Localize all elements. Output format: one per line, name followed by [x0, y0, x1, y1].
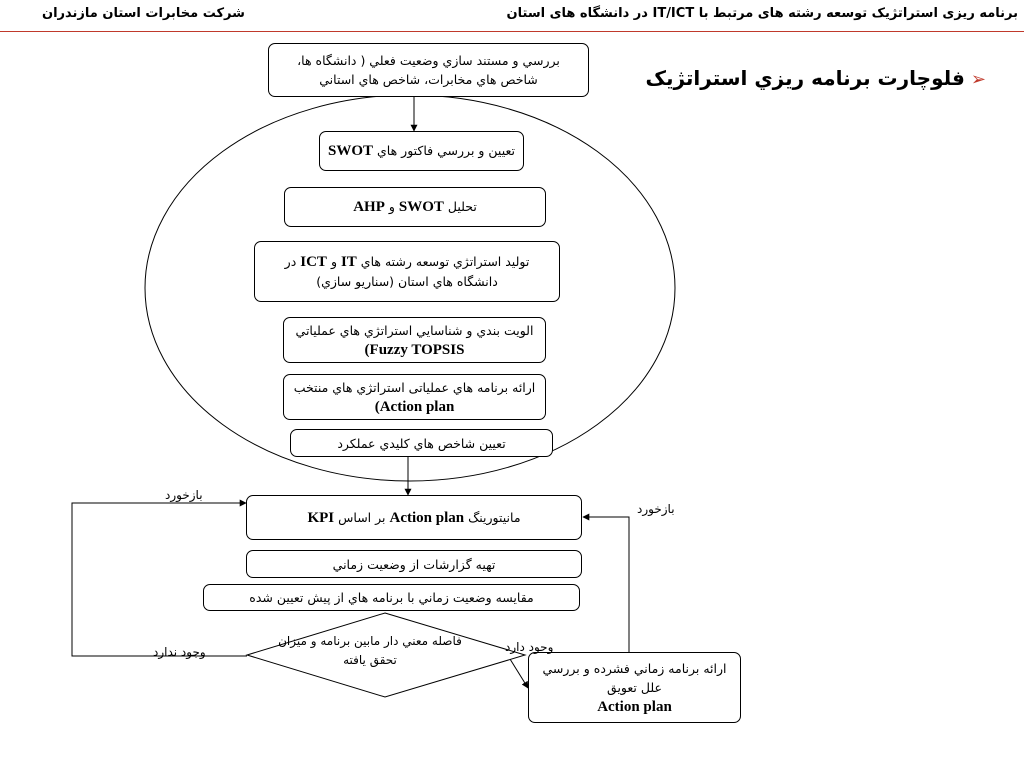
- step-action-plan: ارائه برنامه هاي عملياتی استراتژي هاي منتخب Action plan): [283, 374, 546, 420]
- decision-text: فاصله معني دار مابين برنامه و ميزان تحقق يافته: [278, 634, 462, 667]
- step-fuzzy-topsis: الويت بندي و شناسايي استراتژي هاي عملياتي Fuzzy TOPSIS): [283, 317, 546, 363]
- feedback-right-path: [583, 517, 629, 652]
- step-monitoring: مانيتورينگ Action plan بر اساس KPI: [246, 495, 582, 540]
- header-title: برنامه ریزی استراتژیک توسعه رشته های مرتبط با IT/ICT در دانشگاه های استان: [506, 6, 1018, 21]
- step-compare-schedule: مقايسه وضعيت زماني با برنامه هاي از پيش تعيين شده: [203, 584, 580, 611]
- arrow-bullet-icon: ➢: [970, 69, 986, 90]
- step-time-reports: تهيه گزارشات از وضعيت زماني: [246, 550, 582, 578]
- arrow-yes-branch: [510, 659, 528, 688]
- label-exists: وجود دارد: [505, 640, 554, 654]
- step-current-status: بررسي و مستند سازي وضعيت فعلي ( دانشگاه ها، شاخص هاي مخابرات، شاخص هاي استاني: [268, 43, 589, 97]
- step-swot-ahp-analysis: تحليل SWOT و AHP: [284, 187, 546, 227]
- header-company: شرکت مخابرات استان مازندران: [42, 6, 245, 21]
- step-strategy-generation: توليد استراتژي توسعه رشته هاي IT و ICT در دانشگاه هاي استان (سناريو سازي): [254, 241, 560, 302]
- step-kpi: تعيين شاخص هاي کليدي عملکرد: [290, 429, 553, 457]
- label-feedback-right: بازخورد: [637, 502, 675, 516]
- label-feedback-left: بازخورد: [165, 488, 203, 502]
- feedback-left-path: [72, 503, 247, 656]
- step-swot-factors: تعيين و بررسي فاکتور هاي SWOT: [319, 131, 524, 171]
- slide-title-text: فلوچارت برنامه ريزي استراتژيک: [645, 66, 965, 90]
- label-not-exists: وجود ندارد: [153, 645, 206, 659]
- step-compressed-schedule: ارائه برنامه زماني فشرده و بررسي علل تعويق Action plan: [528, 652, 741, 723]
